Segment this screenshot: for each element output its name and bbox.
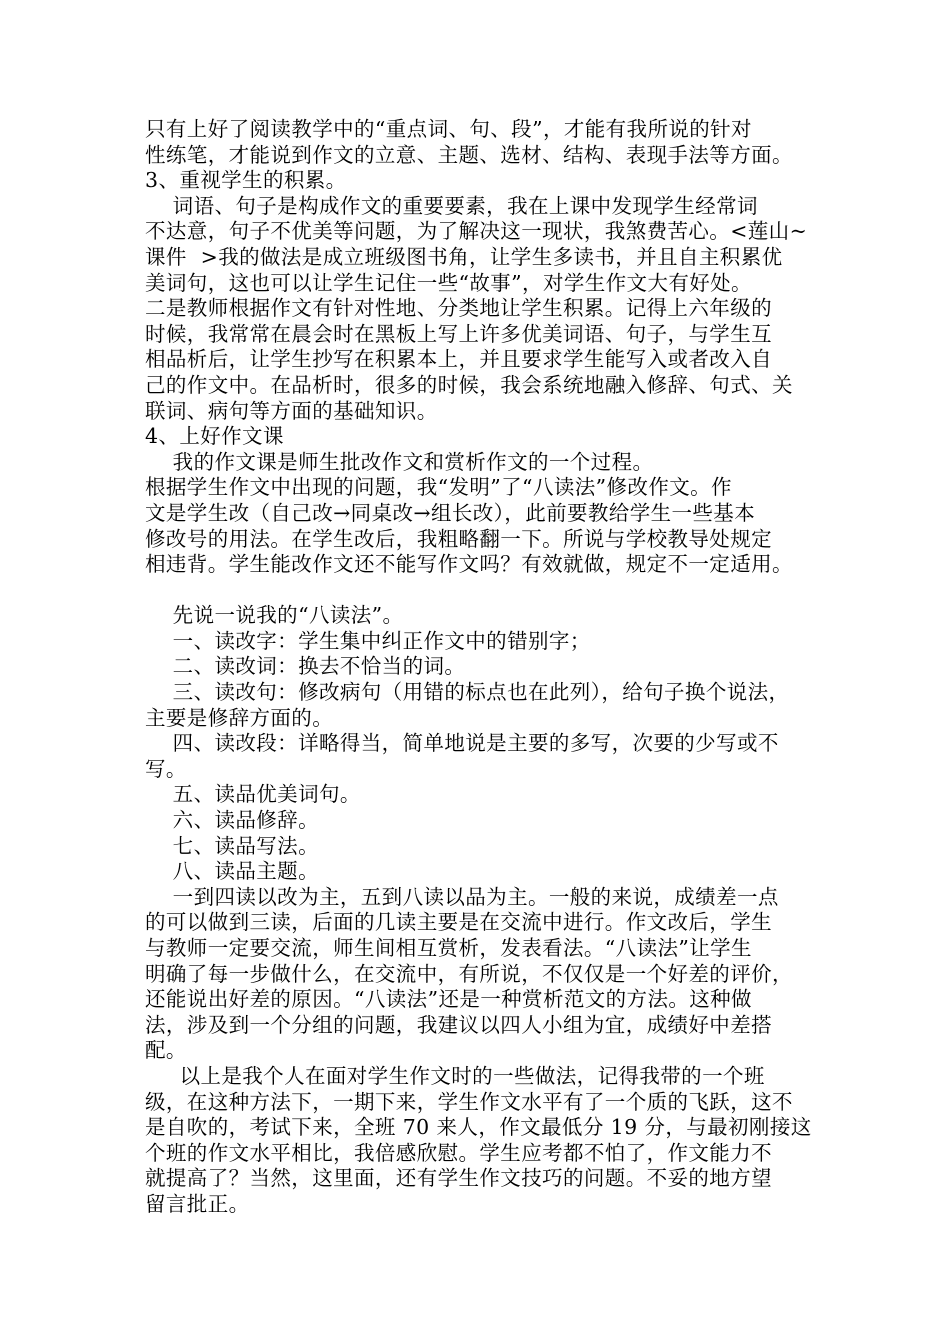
text-line: 三、读改句：修改病句（用错的标点也在此列），给句子换个说法， (145, 680, 790, 705)
text-line: 是自吹的，考试下来，全班 70 来人，作文最低分 19 分，与最初刚接这 (145, 1115, 812, 1140)
text-line: 级，在这种方法下，一期下来，学生作文水平有了一个质的飞跃，这不 (145, 1089, 793, 1114)
text-line: 配。 (145, 1038, 187, 1063)
text-line: 写。 (145, 756, 187, 781)
text-line: 法，涉及到一个分组的问题，我建议以四人小组为宜，成绩好中差搭 (145, 1012, 772, 1037)
text-line: 美词句，这也可以让学生记住一些“故事”，对学生作文大有好处。 (145, 270, 752, 295)
text-line: 只有上好了阅读教学中的“重点词、句、段”，才能有我所说的针对 (145, 117, 752, 141)
text-line: 七、读品写法。 (145, 833, 319, 858)
text-line: 己的作文中。在品析时，很多的时候，我会系统地融入修辞、句式、关 (145, 372, 793, 397)
text-line: 二、读改词：换去不恰当的词。 (145, 654, 466, 679)
text-line: 还能说出好差的原因。“八读法”还是一种赏析范文的方法。这种做 (145, 987, 752, 1012)
text-line: 以上是我个人在面对学生作文时的一些做法，记得我带的一个班 (145, 1063, 765, 1088)
document-body (145, 117, 825, 1218)
text-line: 3、重视学生的积累。 (145, 168, 347, 193)
text-line: 时候，我常常在晨会时在黑板上写上许多优美词语、句子，与学生互 (145, 321, 772, 346)
text-line: 我的作文课是师生批改作文和赏析作文的一个过程。 (145, 449, 654, 474)
text-line: 明确了每一步做什么，在交流中，有所说，不仅仅是一个好差的评价， (145, 961, 793, 986)
text-line: 联词、病句等方面的基础知识。 (145, 398, 438, 423)
text-line: 二是教师根据作文有针对性地、分类地让学生积累。记得上六年级的 (145, 296, 772, 321)
text-line: 就提高了？当然，这里面，还有学生作文技巧的问题。不妥的地方望 (145, 1166, 772, 1191)
text-line: 性练笔，才能说到作文的立意、主题、选材、结构、表现手法等方面。 (145, 142, 793, 167)
text-line: 一到四读以改为主，五到八读以品为主。一般的来说，成绩差一点 (145, 884, 779, 909)
text-line: 先说一说我的“八读法”。 (145, 603, 404, 628)
text-line: 八、读品主题。 (145, 859, 319, 884)
text-line: 四、读改段：详略得当，简单地说是主要的多写，次要的少写或不 (145, 731, 779, 756)
text-line: 课件 >我的做法是成立班级图书角，让学生多读书，并且自主积累优 (145, 244, 783, 269)
text-line: 相违背。学生能改作文还不能写作文吗？有效就做，规定不一定适用。 (145, 552, 793, 577)
text-line: 的可以做到三读，后面的几读主要是在交流中进行。作文改后，学生 (145, 910, 772, 935)
text-line: 六、读品修辞。 (145, 808, 319, 833)
text-line: 根据学生作文中出现的问题，我“发明”了“八读法”修改作文。作 (145, 475, 732, 500)
text-line: 修改号的用法。在学生改后，我粗略翻一下。所说与学校教导处规定 (145, 526, 772, 551)
text-line: 留言批正。 (145, 1191, 250, 1216)
text-line: 词语、句子是构成作文的重要要素，我在上课中发现学生经常词 (145, 193, 758, 218)
text-line: 4、上好作文课 (145, 424, 284, 449)
text-line: 文是学生改（自己改→同桌改→组长改），此前要教给学生一些基本 (145, 500, 756, 525)
text-line: 五、读品优美词句。 (145, 782, 361, 807)
text-line: 主要是修辞方面的。 (145, 705, 334, 730)
text-line: 相品析后，让学生抄写在积累本上，并且要求学生能写入或者改入自 (145, 347, 772, 372)
text-line: 不达意，句子不优美等问题，为了解决这一现状，我煞费苦心。<莲山~ (145, 219, 808, 244)
text-line: 一、读改字：学生集中纠正作文中的错别字； (145, 628, 591, 653)
text-line: 个班的作文水平相比，我倍感欣慰。学生应考都不怕了，作文能力不 (145, 1140, 772, 1165)
text-line: 与教师一定要交流，师生间相互赏析，发表看法。“八读法”让学生 (145, 936, 752, 960)
blank-line (145, 578, 825, 604)
